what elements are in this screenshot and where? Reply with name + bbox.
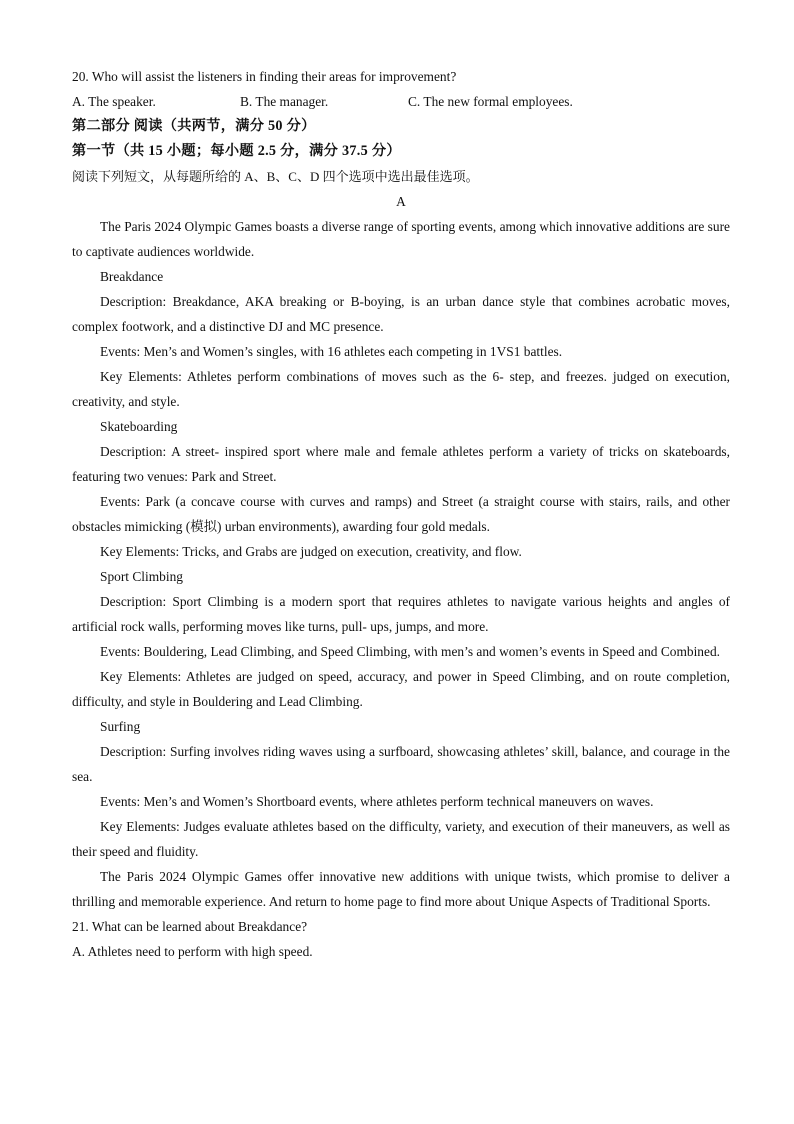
- sport-description: Description: Sport Climbing is a modern sport that requires athletes to navigate various heights and angles of artificial rock walls, performing moves like turns, pull- ups, jumps, and more.: [72, 594, 730, 634]
- passage-closing: The Paris 2024 Olympic Games offer innovative new additions with unique twists, which promise to deliver a thrilling and memorable experience. And return to home page to find more about Unique Aspects of Traditional Sports.: [72, 869, 730, 909]
- sport-description: Description: Surfing involves riding waves using a surfboard, showcasing athletes’ skill, balance, and courage in the sea.: [72, 744, 730, 784]
- passage-intro: The Paris 2024 Olympic Games boasts a diverse range of sporting events, among which innovative additions are sure to captivate audiences worldwide.: [72, 219, 730, 259]
- sport-name-skateboarding: Skateboarding: [100, 419, 178, 434]
- passage-label: A: [396, 194, 406, 209]
- sport-key-elements: Key Elements: Athletes are judged on speed, accuracy, and power in Speed Climbing, and on route completion, difficulty, and style in Bouldering and Lead Climbing.: [72, 669, 730, 709]
- sport-events: Events: Men’s and Women’s singles, with 16 athletes each competing in 1VS1 battles.: [100, 344, 563, 359]
- sport-name-sport-climbing: Sport Climbing: [100, 569, 183, 584]
- sport-events: Events: Men’s and Women’s Shortboard events, where athletes perform technical maneuvers on waves.: [100, 794, 654, 809]
- sport-key-elements: Key Elements: Athletes perform combinations of moves such as the 6- step, and freezes. judged on execution, creativity, and style.: [72, 369, 730, 409]
- question-20-option-a: A. The speaker.: [72, 94, 156, 109]
- sport-events: Events: Bouldering, Lead Climbing, and Speed Climbing, with men’s and women’s events in Speed and Combined.: [100, 644, 720, 659]
- question-20-stem: 20. Who will assist the listeners in finding their areas for improvement?: [72, 69, 457, 84]
- question-21-stem: 21. What can be learned about Breakdance?: [72, 919, 308, 934]
- sport-description: Description: A street- inspired sport where male and female athletes perform a variety of tricks on skateboards, featuring two venues: Park and Street.: [72, 444, 730, 484]
- question-21-option-a: A. Athletes need to perform with high speed.: [72, 944, 313, 959]
- reading-instruction: 阅读下列短文，从每题所给的 A、B、C、D 四个选项中选出最佳选项。: [72, 169, 479, 184]
- exam-page: [72, 64, 730, 964]
- sport-description: Description: Breakdance, AKA breaking or B-boying, is an urban dance style that combines acrobatic moves, complex footwork, and a distinctive DJ and MC presence.: [72, 294, 730, 334]
- part-2-heading: 第二部分 阅读（共两节，满分 50 分）: [72, 118, 316, 134]
- sport-key-elements: Key Elements: Judges evaluate athletes based on the difficulty, variety, and execution of their maneuvers, as well as their speed and fluidity.: [72, 819, 730, 859]
- sport-name-surfing: Surfing: [100, 719, 141, 734]
- question-20-options: [72, 89, 730, 114]
- section-1-heading: 第一节（共 15 小题；每小题 2.5 分，满分 37.5 分）: [72, 143, 401, 159]
- sport-events: Events: Park (a concave course with curves and ramps) and Street (a straight course with stairs, rails, and other obstacles mimicking (模拟) urban environments), awarding four gold medals.: [72, 494, 730, 534]
- sport-key-elements: Key Elements: Tricks, and Grabs are judged on execution, creativity, and flow.: [100, 544, 522, 559]
- question-20-option-b: B. The manager.: [240, 94, 329, 109]
- question-20-option-c: C. The new formal employees.: [408, 94, 573, 109]
- sport-name-breakdance: Breakdance: [100, 269, 164, 284]
